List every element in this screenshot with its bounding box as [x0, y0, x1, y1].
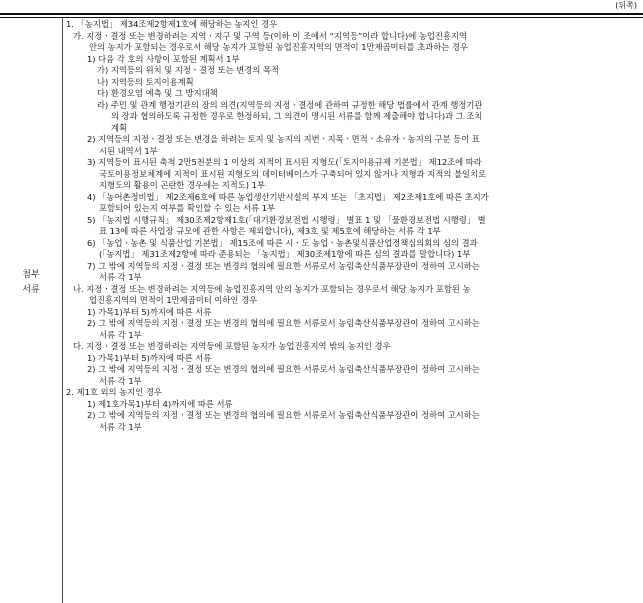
item-1-ga-7-line-2: 서류 각 1부 — [99, 272, 142, 282]
item-1-ga-4-line-2: 포함되어 있는지 여부를 확인할 수 있는 서류 1부 — [99, 203, 276, 213]
page-side-note: (뒤쪽) — [615, 1, 637, 10]
item-1-da-heading: 다. 지정ㆍ결정 또는 변경하려는 지역등에 포함된 농지가 농업진흥지역 밖의 농지인 경우 — [73, 341, 391, 351]
item-1-da-2-line-2: 서류 각 1부 — [99, 375, 142, 386]
row-label-line-2: 서류 — [22, 285, 40, 295]
item-1-ga-1-da: 다) 환경오염 예측 및 그 방지대책 — [97, 88, 218, 98]
item-1-na-2-line-1: 2) 그 밖에 지역등의 지정ㆍ결정 또는 변경의 협의에 필요한 서류로서 농림축산식품부장관이 정하여 고시하는 — [87, 318, 480, 328]
item-1-ga-1-ra-line-1: 라) 주민 및 관계 행정기관의 장의 의견(지역등의 지정ㆍ결정에 관하여 규정한 해당 법률에서 관계 행정기관 — [97, 99, 483, 110]
item-1-ga-5-line-1: 5) 「농지법 시행규칙」 제30조제2항제1호(「대기환경보전법 시행령」 별표 1 및 「물환경보전법 시행령」 별 — [87, 214, 486, 225]
item-1-ga-2-line-1: 2) 지역등의 지정ㆍ결정 또는 변경을 하려는 토지 및 농지의 지번ㆍ지목ㆍ면적ㆍ소유자ㆍ농지의 구분 등이 표 — [87, 134, 480, 144]
item-1-na-line-2: 업진흥지역의 면적이 1만제곱미터 이하인 경우 — [89, 295, 258, 305]
item-2-2-line-2: 서류 각 1부 — [99, 421, 142, 432]
table-top-border — [0, 13, 643, 15]
item-1-na-1: 1) 가목1)부터 5)까지에 따른 서류 — [87, 306, 212, 317]
item-1-na-2-line-2: 서류 각 1부 — [99, 329, 142, 340]
item-1-ga-3-line-2: 국토이용정보체계에 지적이 표시된 지형도의 데이터베이스가 구축되어 있지 않거나 지형과 지적의 불일치로 — [99, 168, 487, 179]
item-1-ga-1-ga: 가) 지역등의 위치 및 지정ㆍ결정 또는 변경의 목적 — [97, 65, 279, 75]
item-2-heading: 2. 제1호 외의 농지인 경우 — [66, 387, 162, 397]
item-1-ga-1: 1) 다음 각 호의 사항이 포함된 계획서 1부 — [87, 53, 240, 64]
item-1-ga-7-line-1: 7) 그 밖에 지역등의 지정ㆍ결정 또는 변경의 협의에 필요한 서류로서 농림축산식품부장관이 정하여 고시하는 — [87, 260, 480, 271]
column-divider — [62, 18, 63, 603]
item-1-ga-1-na: 나) 지역등의 토지이용계획 — [97, 76, 194, 87]
item-1-ga-6-line-2: (「농지법」 제31조제2항에 따라 준용되는 「농지법」 제30조제1항에 따른 심의 결과를 말합니다) 1부 — [99, 249, 471, 259]
item-1-da-1: 1) 가목1)부터 5)까지에 따른 서류 — [87, 352, 212, 363]
item-1-heading: 1. 「농지법」 제34조제2항제1호에 해당하는 농지인 경우 — [66, 19, 278, 29]
item-1-da-2-line-1: 2) 그 밖에 지역등의 지정ㆍ결정 또는 변경의 협의에 필요한 서류로서 농림축산식품부장관이 정하여 고시하는 — [87, 364, 480, 374]
item-1-ga-1-ra-line-3: 계획 — [111, 122, 128, 133]
item-1-na-line-1: 나. 지정ㆍ결정 또는 변경하려는 지역등에 농업진흥지역 안의 농지가 포함되는 경우로서 해당 농지가 포함된 농 — [73, 283, 471, 294]
item-1-ga-5-line-2: 표 13에 따른 사업장 규모에 관한 사항은 제외합니다), 제3호 및 제5호에 해당하는 서류 각 1부 — [99, 226, 441, 236]
item-1-ga-2-line-2: 시된 내역서 1부 — [99, 145, 158, 156]
table-top-border-inner — [0, 17, 643, 18]
item-1-ga-3-line-1: 3) 지역등이 표시된 축척 2만5천분의 1 이상의 지적이 표시된 지형도(「토지이용규제 기본법」 제12조에 따라 — [87, 157, 482, 167]
row-label — [0, 268, 62, 298]
item-1-ga-1-ra-line-2: 의 장과 협의하도록 규정한 경우로 한정하되, 그 의견이 명시된 서류를 함께 제출해야 합니다)과 그 조치 — [111, 111, 483, 121]
item-1-ga-line-1: 가. 지정ㆍ결정 또는 변경하려는 지역ㆍ지구 및 구역 등(이하 이 조에서 “지역등”이라 합니다)에 농업진흥지역 — [73, 30, 467, 41]
item-1-ga-6-line-1: 6) 「농업ㆍ농촌 및 식품산업 기본법」 제15조에 따른 시ㆍ도 농업ㆍ농촌및식품산업정책심의회의 심의 결과 — [87, 237, 478, 248]
item-2-1: 1) 제1호가목1)부터 4)까지에 따른 서류 — [87, 398, 233, 409]
row-label-line-1: 첨부 — [22, 270, 40, 280]
item-1-ga-line-2: 안의 농지가 포함되는 경우로서 해당 농지가 포함된 농업진흥지역의 면적이 1만제곱미터를 초과하는 경우 — [89, 42, 468, 52]
item-2-2-line-1: 2) 그 밖에 지역등의 지정ㆍ결정 또는 변경의 협의에 필요한 서류로서 농림축산식품부장관이 정하여 고시하는 — [87, 410, 480, 420]
item-1-ga-4-line-1: 4) 「농어촌정비법」 제2조제6호에 따른 농업생산기반시설의 부지 또는 「초지법」 제2조제1호에 따른 초지가 — [87, 191, 489, 202]
item-1-ga-3-line-3: 지형도의 활용이 곤란한 경우에는 지적도) 1부 — [99, 180, 265, 190]
